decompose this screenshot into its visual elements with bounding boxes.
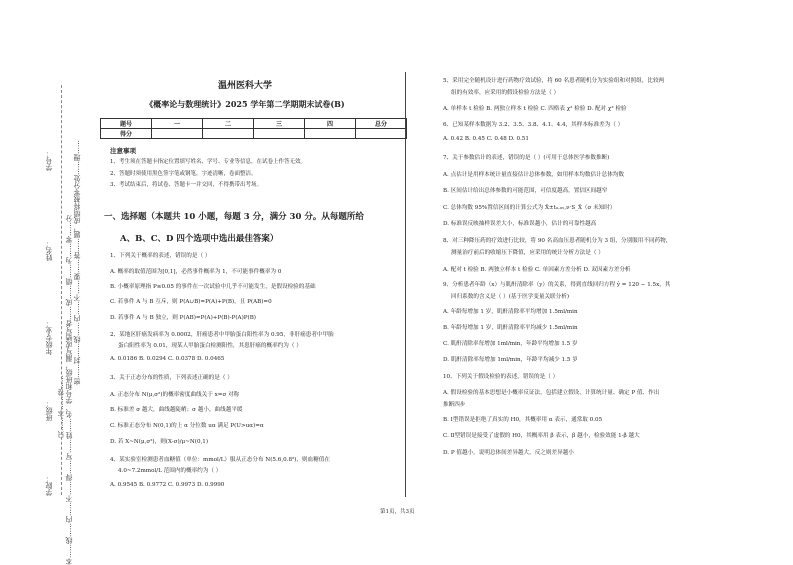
score-cell[interactable] [254, 129, 305, 139]
score-cell: 四 [305, 119, 356, 129]
question-line: C. 肌酐清除率每增加 1ml/min，年龄平均增加 1.5 岁 [443, 341, 578, 347]
question-line: 测量治疗前后的收缩压下降值，应采用的统计分析方法是（ ） [451, 250, 604, 256]
score-cell: 题号 [101, 119, 152, 129]
question-line: D. P 值越小，说明总体间差异越大，反之则差异越小 [443, 450, 574, 456]
question-line: 6、已知某样本数据为 3.2、3.5、3.8、4.1、4.4，其样本标准差为（ ） [443, 122, 624, 128]
score-cell[interactable] [152, 129, 203, 139]
question-line: D. 标准误反映抽样误差大小，标准误越小，估计的可靠性越高 [443, 221, 597, 227]
seal-rule-text-2: 本……线……内……不……得……写……姓……名、学号和班级，漏写或错写者……成……绩……为……零……分 [65, 215, 73, 565]
question-line: B. 标准差 σ 越大，曲线越陡峭；σ 越小，曲线越平缓 [110, 407, 243, 413]
question-line: 4.0~7.2mmol/L 范围内的概率约为（ ） [118, 468, 222, 474]
score-cell: 得分 [101, 129, 152, 139]
note-item: 1、考生须在答题卡指定位置填写姓名、学号、专业等信息，在试卷上作答无效。 [110, 159, 307, 165]
note-item: 3、考试结束后，将试卷、答题卡一并交回，不得携带出考场。 [110, 182, 263, 188]
question-line: A. 0.42 B. 0.45 C. 0.48 D. 0.51 [443, 136, 529, 142]
question-line: A. 配对 t 检验 B. 两独立样本 t 检验 C. 单因素方差分析 D. 双因素方差分析 [443, 267, 631, 273]
question-line: 2、某地区肝癌发病率为 0.0002，肝癌患者中甲胎蛋白阳性率为 0.95，非肝癌患者中甲胎 [110, 332, 334, 338]
question-line: B. 年龄每增加 1 岁，肌酐清除率平均减少 1.5ml/min [443, 325, 578, 331]
question-line: 4、某实验室检测患者血糖值（单位：mmol/L）服从正态分布 N(5.6,0.8²)，则血糖值在 [110, 457, 330, 463]
question-line: 1、下列关于概率的表述，错误的是（ ） [110, 253, 211, 259]
score-cell[interactable] [356, 129, 407, 139]
score-cell[interactable] [305, 129, 356, 139]
question-line: D. 肌酐清除率每增加 1ml/min，年龄平均减少 1.5 岁 [443, 357, 578, 363]
score-cell: 二 [203, 119, 254, 129]
question-line: A. 0.9545 B. 0.9772 C. 0.9973 D. 0.9990 [110, 482, 225, 488]
question-line: A. 年龄每增加 1 岁，肌酐清除率平均增加 1.5ml/min [443, 309, 578, 315]
question-line: D. 若事件 A 与 B 独立，则 P(AB)=P(A)+P(B)-P(A)P(B) [110, 315, 256, 321]
seal-rule-text-1: 密……封……线……内……不……要……答……题，成绩将被零分处……理…… [73, 140, 81, 385]
question-line: 推断四步 [443, 402, 466, 408]
score-table-row [101, 119, 407, 129]
question-line: B. 区间估计给出总体参数的可能范围，可信度越高，置信区间越窄 [443, 188, 608, 194]
question-line: 9、分析患者年龄（x）与肌酐清除率（y）的关系，得到直线回归方程 ŷ = 120 − 1.5x，其 [443, 282, 671, 288]
score-cell: 三 [254, 119, 305, 129]
question-line: A. 单样本 t 检验 B. 两独立样本 t 检验 C. 四格表 χ² 检验 D. 配对 χ² 检验 [443, 106, 627, 112]
grade-major-label: 年级专业： [45, 320, 53, 355]
question-line: A. 概率的取值范围为[0,1]，必然事件概率为 1，不可能事件概率为 0 [110, 269, 282, 275]
university-name: 温州医科大学 [217, 81, 272, 91]
question-line: C. Ⅱ型错误是接受了虚假的 H0，其概率用 β 表示，β 越小，检验效能 1-β 越大 [443, 433, 640, 439]
notes-heading: 注意事项 [110, 147, 136, 155]
question-line: C. 若事件 A 与 B 互斥，则 P(A∪B)=P(A)+P(B)，且 P(AB)=0 [110, 299, 272, 305]
section-title: 一、选择题（本题共 10 小题，每题 3 分，满分 30 分。从每题所给 [104, 212, 364, 222]
column-divider [405, 72, 406, 497]
question-line: B. 小概率原理指 P≤0.05 的事件在一次试验中几乎不可能发生，是假设检验的基础 [110, 284, 316, 290]
question-line: 组的有效率，应采用的假设检验方法是（ ） [451, 90, 560, 96]
name-label: 姓名： [45, 240, 53, 261]
score-table-row [101, 129, 407, 139]
score-table [100, 118, 407, 139]
question-line: 8、对三种降压药的疗效进行比较，将 90 名高血压患者随机分为 3 组，分别服用不同药物， [443, 238, 672, 244]
question-line: 5、采用完全随机设计进行药物疗效试验，将 60 名患者随机分为实验组和对照组，比较两 [443, 78, 665, 84]
question-line: D. 若 X~N(μ,σ²)，则(X-σ)/μ~N(0,1) [110, 439, 209, 445]
exam-title: 《概率论与数理统计》2025 学年第二学期期末试卷(B) [145, 99, 345, 109]
question-line: 10、下列关于假设检验的表述，错误的是（ ） [443, 374, 559, 380]
student-id-label: 学号： [45, 150, 53, 171]
school-label: 学院： [45, 475, 53, 496]
question-line: 回归系数的含义是（ ）(基于医学变量关联分析) [451, 294, 570, 300]
score-cell: 一 [152, 119, 203, 129]
section-title: A、B、C、D 四个选项中选出最佳答案） [120, 234, 279, 244]
score-cell: 总分 [356, 119, 407, 129]
question-line: C. 标准正态分布 N(0,1)的上 α 分位数 uα 满足 P(U>uα)=α [110, 423, 264, 429]
question-line: A. 0.0186 B. 0.0294 C. 0.0378 D. 0.0465 [110, 356, 225, 362]
note-item: 2、答题时须使用黑色签字笔或钢笔，字迹清晰，卷面整洁。 [110, 171, 257, 177]
seal-rule-text-3: 只……本……卷…… [57, 375, 65, 438]
question-line: C. 总体均数 95%置信区间的计算公式为 X̄±t₀.₀₅,ν·S_X̄（σ 未知时） [443, 205, 616, 211]
seal-dashed-line [61, 85, 62, 495]
question-line: 蛋白阳性率为 0.01，现某人甲胎蛋白检测阳性，其患肝癌的概率约为（ ） [118, 343, 302, 349]
question-line: B. Ⅰ型错误是拒绝了真实的 H0，其概率用 α 表示，通常取 0.05 [443, 417, 603, 423]
page-number: 第1页，共3页 [380, 509, 415, 515]
class-label: 班级： [45, 400, 53, 421]
question-line: A. 点估计是用样本统计量直接估计总体参数，如用样本均数估计总体均数 [443, 172, 625, 178]
question-line: A. 假设检验的基本思想是小概率反证法，包括建立假设、计算统计量、确定 P 值、作出 [443, 390, 660, 396]
question-line: A. 正态分布 N(μ,σ²)的概率密度曲线关于 x=σ 对称 [110, 392, 240, 398]
question-line: 3、关于正态分布的性质，下列表述正确的是（ ） [110, 375, 233, 381]
score-cell[interactable] [203, 129, 254, 139]
question-line: 7、关于参数估计的表述，错误的是（ ）(可用于总体医学参数推断) [443, 155, 610, 161]
